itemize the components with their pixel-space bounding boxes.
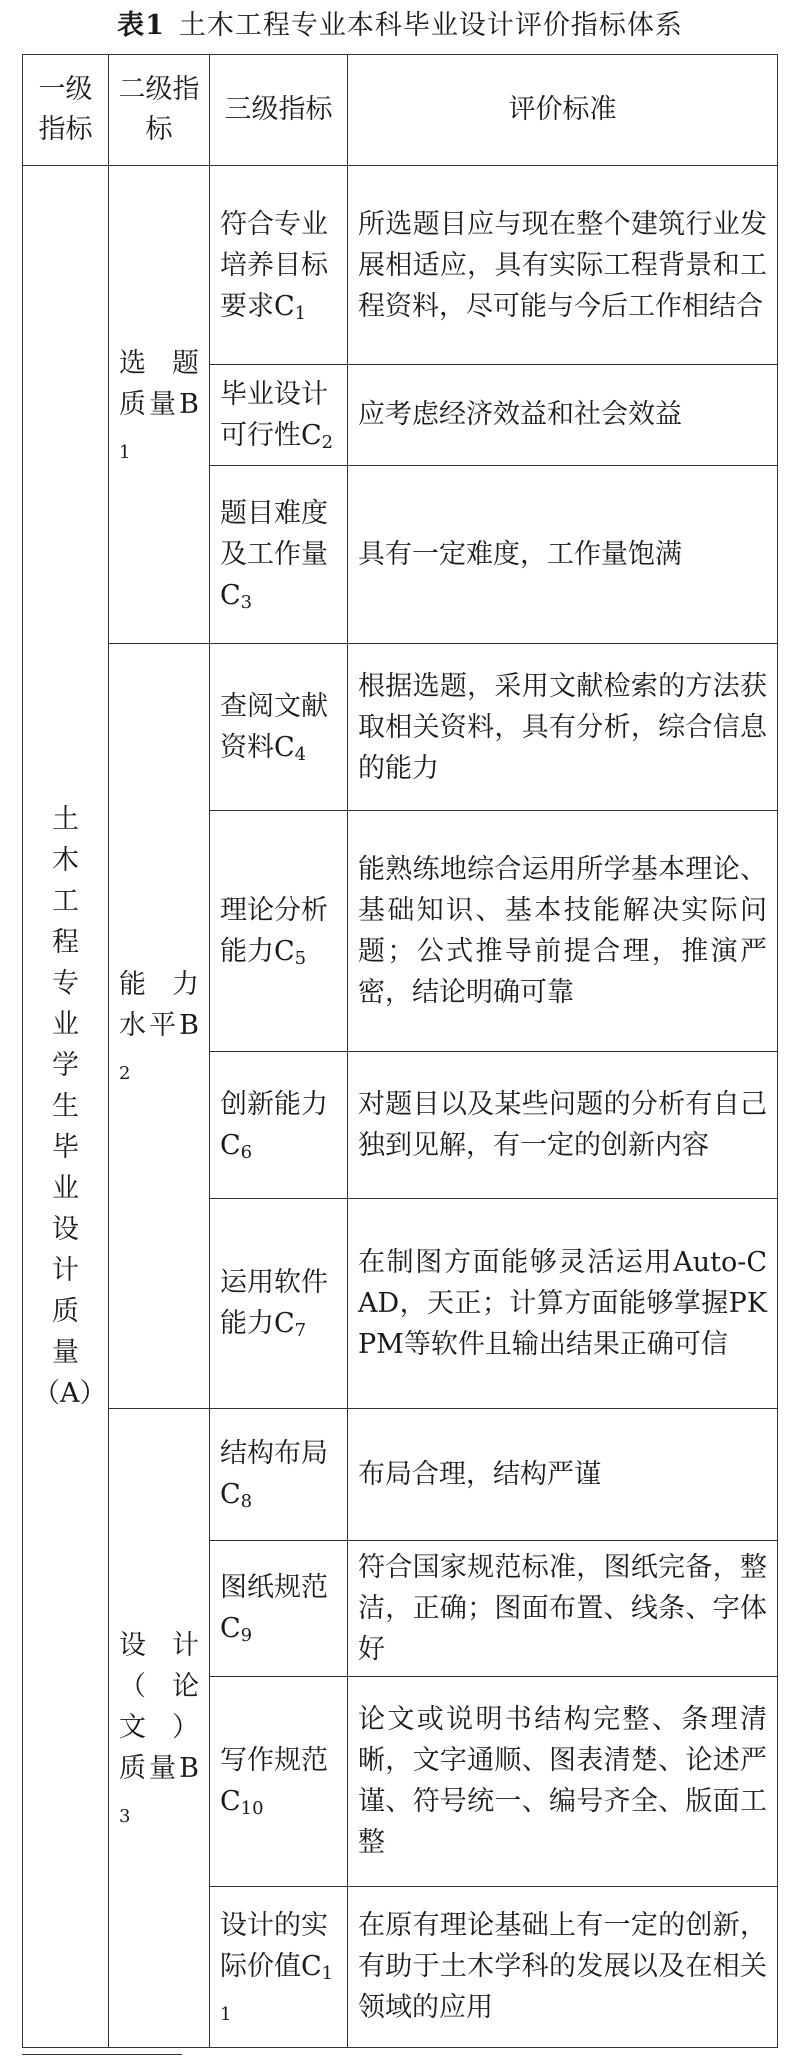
- level3-code: C: [301, 1951, 322, 1983]
- table-number: 表1: [117, 9, 165, 41]
- level3-cell: [210, 465, 348, 643]
- level3-sub: 3: [240, 591, 253, 613]
- evaluation-index-table: [22, 54, 778, 2048]
- level3-cell: [210, 643, 348, 811]
- level3-sub: 1: [294, 302, 307, 324]
- table-body: [23, 166, 778, 2048]
- level3-cell: [210, 1408, 348, 1540]
- level3-cell: [210, 1199, 348, 1409]
- criteria-cell: 在制图方面能够灵活运用Auto-CAD，天正；计算方面能够掌握PKPM等软件且输出结果正确可信: [348, 1199, 778, 1409]
- level3-cell: [210, 1052, 348, 1199]
- level3-sub: 7: [294, 1320, 307, 1342]
- level3-code: C: [220, 579, 241, 611]
- level3-name: 毕业设计可行性: [220, 378, 328, 451]
- level2-cell-b2: [109, 643, 210, 1408]
- level1-code: （A）: [33, 1378, 107, 1409]
- level3-name: 查阅文献资料: [220, 691, 328, 764]
- criteria-cell: 符合国家规范标准，图纸完备，整洁，正确；图面布置、线条、字体好: [348, 1540, 778, 1676]
- level3-cell: [210, 166, 348, 365]
- level3-name: 写作规范: [220, 1745, 328, 1777]
- table-row: [23, 1408, 778, 1540]
- footnote-rule: [22, 2054, 182, 2055]
- table-title: 土木工程专业本科毕业设计评价指标体系: [178, 9, 683, 41]
- level1-cell: [23, 166, 109, 2048]
- header-level3: 三级指标: [210, 55, 348, 166]
- level3-name: 运用软件能力: [220, 1267, 328, 1340]
- level3-cell: [210, 365, 348, 466]
- header-level2: 二级指标: [109, 55, 210, 166]
- level3-name: 结构布局: [220, 1438, 328, 1470]
- level3-name: 题目难度及工作量: [220, 497, 328, 570]
- level3-sub: 10: [240, 1798, 264, 1820]
- level3-code: C: [220, 1130, 241, 1162]
- level1-name: 土木工程专业学生毕业设计质量: [52, 804, 79, 1368]
- level2-sub: 1: [119, 441, 131, 463]
- level2-sub: 3: [119, 1806, 131, 1828]
- criteria-cell: 在原有理论基础上有一定的创新，有助于土木学科的发展以及在相关领域的应用: [348, 1886, 778, 2047]
- level3-sub: 6: [240, 1142, 253, 1164]
- level3-code: C: [274, 1308, 295, 1340]
- level3-sub: 4: [294, 744, 307, 766]
- table-row: [23, 643, 778, 811]
- level3-name: 创新能力: [220, 1089, 328, 1121]
- header-row: [23, 55, 778, 166]
- criteria-cell: 应考虑经济效益和社会效益: [348, 365, 778, 466]
- level3-code: C: [220, 1479, 241, 1511]
- criteria-cell: 具有一定难度，工作量饱满: [348, 465, 778, 643]
- table-caption: [0, 0, 800, 44]
- criteria-cell: 根据选题，采用文献检索的方法获取相关资料，具有分析，综合信息的能力: [348, 643, 778, 811]
- level3-cell: [210, 1886, 348, 2047]
- level3-code: C: [274, 732, 295, 764]
- level3-sub: 11: [220, 1963, 334, 2026]
- level3-name: 图纸规范: [220, 1572, 328, 1604]
- criteria-cell: 对题目以及某些问题的分析有自己独到见解，有一定的创新内容: [348, 1052, 778, 1199]
- level3-code: C: [301, 419, 322, 451]
- level2-name: 能力水平: [119, 969, 199, 1042]
- level2-code: B: [179, 388, 199, 420]
- level3-cell: [210, 811, 348, 1052]
- criteria-cell: 论文或说明书结构完整、条理清晰，文字通顺、图表清楚、论述严谨、符号统一、编号齐全、版面工整: [348, 1676, 778, 1886]
- level3-name: 设计的实际价值: [220, 1910, 328, 1983]
- level3-code: C: [220, 1786, 241, 1818]
- level2-name: 选题质量: [119, 347, 199, 420]
- level2-name: 设计（论文）质量: [119, 1630, 199, 1785]
- level3-cell: [210, 1540, 348, 1676]
- header-level1: 一级指标: [23, 55, 109, 166]
- level3-name: 符合专业培养目标要求: [220, 208, 328, 322]
- level3-code: C: [274, 290, 295, 322]
- level2-code: B: [179, 1753, 199, 1785]
- level3-name: 理论分析能力: [220, 895, 328, 968]
- criteria-cell: 布局合理，结构严谨: [348, 1408, 778, 1540]
- level2-cell-b3: [109, 1408, 210, 2047]
- level3-cell: [210, 1676, 348, 1886]
- level2-cell-b1: [109, 166, 210, 644]
- level2-sub: 2: [119, 1063, 131, 1085]
- criteria-cell: 能熟练地综合运用所学基本理论、基础知识、基本技能解决实际问题；公式推导前提合理，推演严密，结论明确可靠: [348, 811, 778, 1052]
- criteria-cell: 所选题目应与现在整个建筑行业发展相适应，具有实际工程背景和工程资料，尽可能与今后工作相结合: [348, 166, 778, 365]
- level3-sub: 5: [294, 948, 307, 970]
- table-row: [23, 166, 778, 365]
- level3-code: C: [274, 936, 295, 968]
- level2-code: B: [179, 1010, 199, 1042]
- level3-code: C: [220, 1613, 241, 1645]
- level3-sub: 2: [321, 431, 334, 453]
- header-criteria: 评价标准: [348, 55, 778, 166]
- level3-sub: 8: [240, 1491, 253, 1513]
- level3-sub: 9: [240, 1625, 253, 1647]
